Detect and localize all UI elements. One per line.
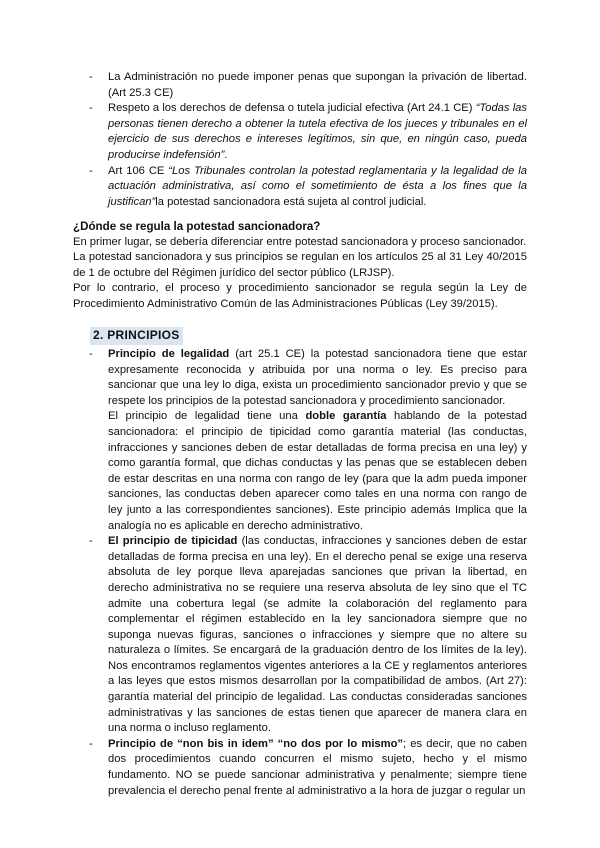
item-text-after: . xyxy=(224,148,228,161)
list-item-non-bis-in-idem xyxy=(86,737,527,799)
list-item xyxy=(86,164,527,211)
dash-bullet-icon: - xyxy=(89,737,93,750)
item-title: Principio de “non bis in idem” “no dos por lo mismo” xyxy=(108,737,404,750)
item-title: El principio de tipicidad xyxy=(108,535,238,548)
item-text: Art 106 CE xyxy=(108,164,169,177)
dash-bullet-icon: - xyxy=(89,102,93,115)
dash-bullet-icon: - xyxy=(89,164,93,177)
dash-bullet-icon: - xyxy=(89,535,93,548)
item-text: (art 25.1 CE) la potestad sancionadora tiene que estar expresamente reconocida y atribuida por una norma o ley. Es preciso para sancionar que una ley lo diga, exista un procedimiento sancionador previo y que se respete los principios de la potestad sancionadora y procedimiento sancionador. xyxy=(108,348,527,407)
item-text-after: la potestad sancionadora está sujeta al control judicial. xyxy=(155,195,427,208)
list-item xyxy=(86,70,527,101)
section-heading: ¿Dónde se regula la potestad sancionadora? xyxy=(73,220,321,233)
item-text: ; es decir, que no caben dos procedimientos cuando concurren el mismo sujeto, hecho y el mismo fundamento. NO se puede sancionar administrativa y penalmente; siempre tiene prevalencia el derecho penal frente al administrativo a la hora de juzgar o regular un xyxy=(108,737,527,797)
intro-list xyxy=(86,70,527,210)
item-text: El principio de legalidad tiene una xyxy=(108,410,306,423)
list-item-tipicidad xyxy=(86,534,527,737)
dash-bullet-icon: - xyxy=(89,348,93,360)
paragraph: Por lo contrario, el proceso y procedimiento sancionador se regula según la Ley de Procedimiento Administrativo Común de las Administraciones Públicas (Ley 39/2015). xyxy=(73,282,527,310)
principios-list xyxy=(86,347,527,799)
paragraph: La potestad sancionadora y sus principios se regulan en los artículos 25 al 31 Ley 40/2015 de 1 de octubre del Régimen jurídico del sector público (LRJSP). xyxy=(73,251,527,279)
item-text: Respeto a los derechos de defensa o tutela judicial efectiva (Art 24.1 CE) xyxy=(108,102,476,115)
item-quote: “Todas las personas tienen derecho a obtener la tutela efectiva de los jueces y tribunales en el ejercicio de sus derechos e intereses legítimos, sin que, en ningún caso, pueda producirse indefensión” xyxy=(108,102,527,161)
list-item xyxy=(86,101,527,163)
paragraph: En primer lugar, se debería diferenciar entre potestad sancionadora y proceso sancionador. xyxy=(73,235,527,248)
list-item-legalidad xyxy=(86,347,527,534)
item-text: hablando de la potestad sancionadora: el principio de tipicidad como garantía material (las conductas, infracciones y sanciones deben de estar detalladas de forma precisa en una ley) y como garantía formal, que dichas conductas y las penas que se establecen deben de estar descritas en una norma con rango de ley (para que la adm pueda imponer sanciones, las conductas deben aparecer como tales en una norma con rango de ley junto a las correspondientes sanciones). Este principio además Implica que la analogía no es aplicable en derecho administrativo. xyxy=(108,410,527,532)
section-regulation xyxy=(73,219,527,313)
item-title: Principio de legalidad xyxy=(108,348,230,360)
item-text: La Administración no puede imponer penas que supongan la privación de libertad. (Art 25.3 CE) xyxy=(108,71,527,99)
item-quote: “Los Tribunales controlan la potestad reglamentaria y la legalidad de la actuación administrativa, así como el sometimiento de ésta a los fines que la justifican” xyxy=(108,164,527,208)
principios-heading: 2. PRINCIPIOS xyxy=(90,327,183,345)
item-paragraph xyxy=(108,409,527,534)
item-emphasis: doble garantía xyxy=(305,410,387,423)
item-text: (las conductas, infracciones y sanciones deben de estar detalladas de forma precisa en una ley). En el derecho penal se exige una reserva absoluta de ley porque lleva aparejadas sanciones que privan la libertad, en derecho administrativa no se requiere una reserva absoluta de ley sino que el TC admite una cobertura legal (se admite la colaboración del reglamento para complementar el régimen establecido en la ley sancionadora siempre que no suponga nuevas figuras, sanciones o infracciones y siempre que no altere su naturaleza o límites. Se encargará de la graduación dentro de los límites de la ley). Nos encontramos reglamentos vigentes anteriores a la CE y reglamentos anteriores a las leyes que estos mismos desarrollan por la compatibilidad de ambos. (Art 27): garantía material del principio de legalidad. Las conductas consideradas sanciones administrativas y las sanciones de estas tienen que aparecer de manera clara en una norma o incluso reglamento. xyxy=(108,535,528,735)
dash-bullet-icon: - xyxy=(89,71,93,83)
